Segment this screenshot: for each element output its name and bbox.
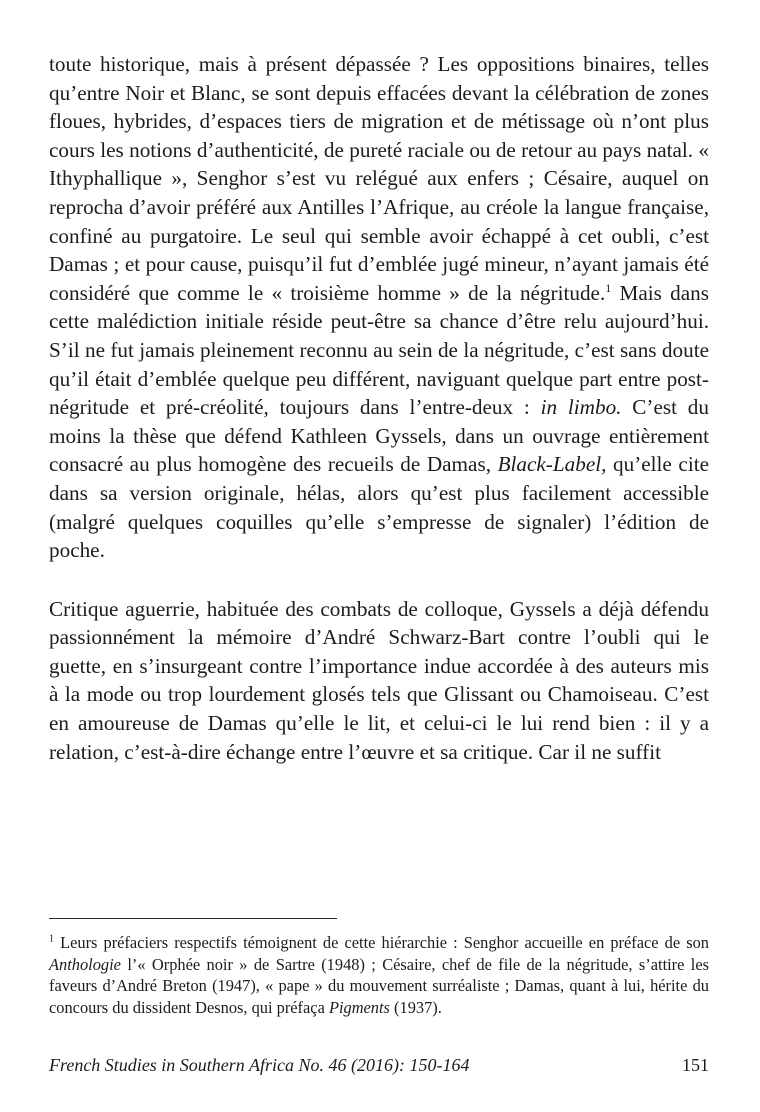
footnote-italic-pigments: Pigments: [328, 997, 390, 1017]
journal-citation: French Studies in Southern Africa No. 46 (2016): 150-164: [49, 1055, 470, 1075]
paragraph-2-text: Critique aguerrie, habituée des combats de colloque, Gyssels a déjà défendu passionnément la mémoire d’André Schwarz-Bart contre l’oubli qui le guette, en s’insurgeant contre l’importance indue accordée à des auteurs mis à la mode ou trop lourdement glosés tels que Glissant ou Chamoiseau. C’est en amoureuse de Damas qu’elle le lit, et celui-ci le lui rend bien : il y a relation, c’est-à-dire échange entre l’œuvre et sa critique. Car il ne suffit: [49, 596, 709, 764]
footnote-text-2: l’« Orphée noir » de Sartre (1948) ; Césaire, chef de file de la négritude, s’attire les faveurs d’André Breton (1947), « pape » du mouvement surréaliste ; Damas, quant à lui, hérite du concours du dissident Desnos, qui préfaça: [49, 954, 709, 1017]
page-footer: [49, 1054, 709, 1076]
footnote-text-1: Leurs préfaciers respectifs témoignent de cette hiérarchie : Senghor accueille en préface de son: [54, 933, 709, 952]
footnote-text-3: (1937).: [389, 997, 442, 1017]
body-text: [49, 50, 709, 766]
italic-black-label: Black-Label,: [497, 452, 607, 477]
footnote-italic-anthologie: Anthologie: [49, 954, 121, 974]
footnote-number: 1: [49, 933, 54, 945]
paragraph-1-text-4: qu’elle cite dans sa version originale, hélas, alors qu’est plus facilement accessible (malgré quelques coquilles qu’elle s’empresse de signaler) l’édition de poche.: [49, 452, 710, 563]
paragraph-1: [49, 50, 709, 565]
footnote-reference[interactable]: 1: [605, 280, 612, 295]
page-number: 151: [682, 1055, 709, 1075]
italic-in-limbo: in limbo.: [540, 395, 622, 420]
paragraph-2: [49, 595, 709, 767]
paragraph-1-text-2: Mais dans cette malédiction initiale réside peut-être sa chance d’être relu aujourd’hui. S’il ne fut jamais pleinement reconnu au sein de la négritude, c’est sans doute qu’il était d’emblée quelque peu différent, naviguant quelque part entre post-négritude et pré-créolité, toujours dans l’entre-deux :: [49, 280, 709, 420]
footnote: [49, 932, 709, 1018]
paragraph-1-text-3: C’est du moins la thèse que défend Kathleen Gyssels, dans un ouvrage entièrement consacré au plus homogène des recueils de Damas,: [49, 395, 709, 477]
paragraph-1-text-1: toute historique, mais à présent dépassée ? Les oppositions binaires, telles qu’entre Noir et Blanc, se sont depuis effacées devant la célébration de zones floues, hybrides, d’espaces tiers de migration et de métissage où n’ont plus cours les notions d’authenticité, de pureté raciale ou de retour au pays natal. « Ithyphallique », Senghor s’est vu relégué aux enfers ; Césaire, auquel on reprocha d’avoir préféré aux Antilles l’Afrique, au créole la langue française, confiné au purgatoire. Le seul qui semble avoir échappé à cet oubli, c’est Damas ; et pour cause, puisqu’il fut d’emblée jugé mineur, n’ayant jamais été considéré que comme le « troisième homme » de la négritude.: [49, 52, 709, 305]
footnote-separator: [49, 918, 337, 919]
